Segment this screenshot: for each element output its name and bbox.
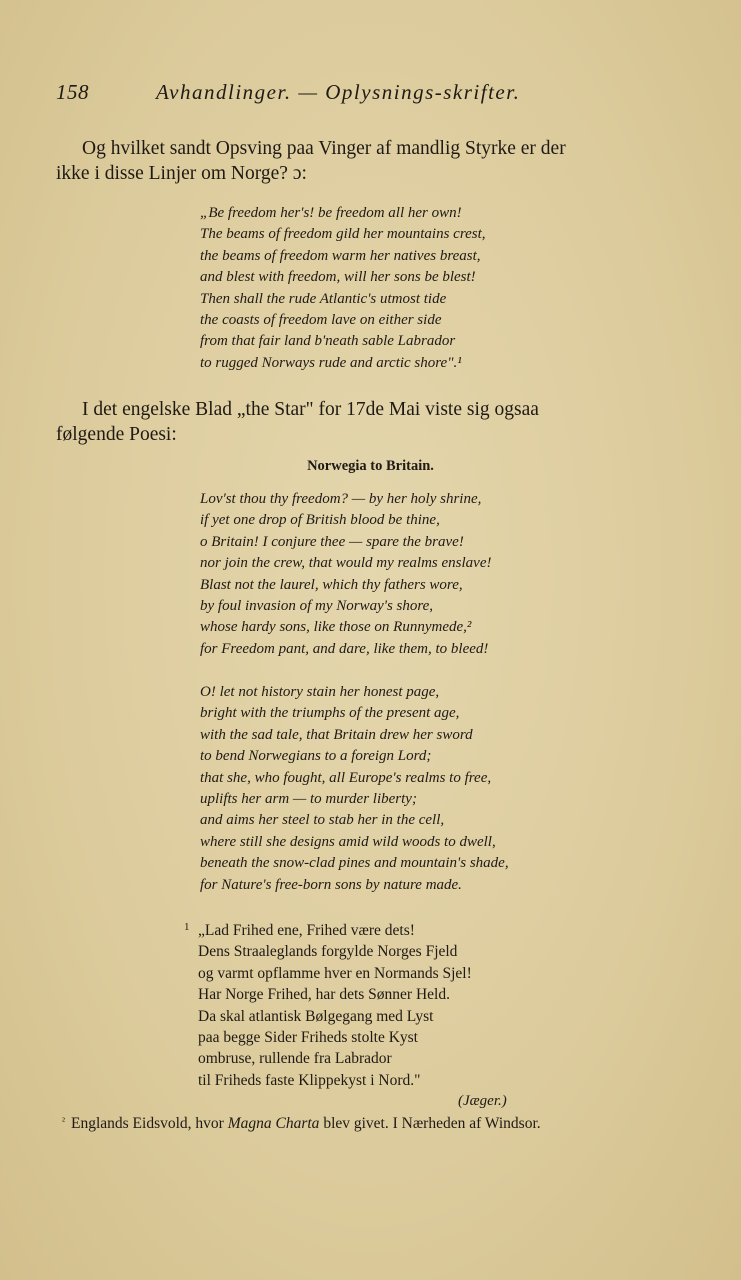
verse-line: the coasts of freedom lave on either side — [200, 312, 442, 329]
verse-line: uplifts her arm — to murder liberty; — [200, 791, 417, 808]
footnote-line: til Friheds faste Klippekyst i Nord." — [198, 1071, 421, 1089]
poem-title: Norwegia to Britain. — [307, 458, 434, 474]
verse-line: The beams of freedom gild her mountains crest, — [200, 226, 486, 243]
footnote-signature: (Jæger.) — [458, 1093, 507, 1109]
footnote-2 — [62, 1115, 702, 1133]
verse-line: Then shall the rude Atlantic's utmost tide — [200, 290, 447, 307]
footnote-marker: 1 — [184, 921, 190, 933]
footnote-text: blev givet. I Nærheden af Windsor. — [319, 1115, 541, 1132]
footnote-italic: Magna Charta — [227, 1115, 320, 1132]
english-quote — [200, 203, 630, 374]
verse-line: O! let not history stain her honest page, — [200, 684, 440, 700]
footnote-line: Da skal atlantisk Bølgegang med Lyst — [198, 1007, 434, 1025]
text-line: ikke i disse Linjer om Norge? ɔ: — [56, 163, 307, 184]
verse-line: by foul invasion of my Norway's shore, — [200, 598, 434, 615]
verse-line: „Be freedom her's! be freedom all her own! — [200, 205, 462, 221]
running-title: Avhandlinger. — Oplysnings-skrifter. — [156, 80, 521, 104]
verse-line: and aims her steel to stab her in the cell, — [200, 812, 445, 829]
second-paragraph — [56, 397, 698, 447]
verse-line: where still she designs amid wild woods to dwell, — [200, 833, 496, 850]
footnote-line: ombruse, rullende fra Labrador — [198, 1050, 392, 1068]
poem-stanza-1 — [200, 489, 630, 660]
text-line: Og hvilket sandt Opsving paa Vinger af mandlig Styrke er der — [82, 138, 566, 159]
verse-line: and blest with freedom, will her sons be blest! — [200, 269, 476, 286]
page-header — [56, 80, 696, 114]
poem-stanza-2 — [200, 682, 630, 896]
verse-line: the beams of freedom warm her natives breast, — [200, 247, 481, 264]
verse-line: Lov'st thou thy freedom? — by her holy shrine, — [200, 491, 482, 507]
footnote-1 — [184, 920, 678, 1091]
verse-line: for Nature's free-born sons by nature made. — [200, 876, 462, 893]
verse-line: from that fair land b'neath sable Labrador — [200, 333, 456, 350]
verse-line: to bend Norwegians to a foreign Lord; — [200, 748, 432, 765]
verse-line: nor join the crew, that would my realms enslave! — [200, 555, 492, 572]
verse-line: Blast not the laurel, which thy fathers wore, — [200, 576, 463, 593]
footnote-line: og varmt opflamme hver en Normands Sjel! — [198, 964, 472, 982]
footnote-text: Englands Eidsvold, hvor — [71, 1115, 228, 1132]
text-line: I det engelske Blad „the Star" for 17de Mai viste sig ogsaa — [82, 399, 539, 420]
verse-line: bright with the triumphs of the present age, — [200, 705, 460, 722]
verse-line: beneath the snow-clad pines and mountain's shade, — [200, 855, 509, 872]
footnote-marker: ² — [62, 1116, 65, 1127]
verse-line: whose hardy sons, like those on Runnymede,² — [200, 619, 472, 636]
verse-line: with the sad tale, that Britain drew her sword — [200, 726, 473, 743]
verse-line: to rugged Norways rude and arctic shore".¹ — [200, 354, 462, 371]
footnote-line: Har Norge Frihed, har dets Sønner Held. — [198, 986, 450, 1004]
verse-line: if yet one drop of British blood be thine, — [200, 512, 440, 529]
text-line: følgende Poesi: — [56, 424, 177, 445]
footnote-line: Dens Straaleglands forgylde Norges Fjeld — [198, 943, 458, 961]
verse-line: o Britain! I conjure thee — spare the brave! — [200, 533, 464, 550]
footnote-line: „Lad Frihed ene, Frihed være dets! — [198, 922, 415, 939]
page-number: 158 — [56, 80, 89, 104]
verse-line: that she, who fought, all Europe's realms to free, — [200, 769, 492, 786]
footnote-line: paa begge Sider Friheds stolte Kyst — [198, 1029, 418, 1047]
verse-line: for Freedom pant, and dare, like them, to bleed! — [200, 640, 489, 657]
intro-paragraph — [56, 136, 698, 186]
